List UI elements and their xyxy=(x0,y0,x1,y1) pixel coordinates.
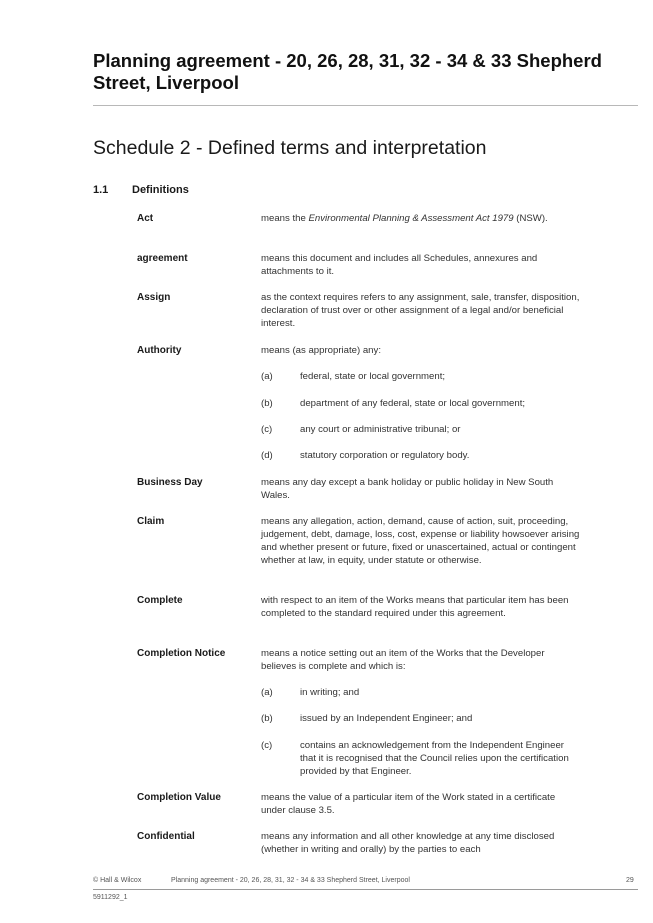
list-label: (a) xyxy=(261,687,273,698)
list-item: federal, state or local government; xyxy=(300,371,446,382)
document-number: 5911292_1 xyxy=(93,894,128,901)
definition-term-authority: Authority xyxy=(137,345,182,356)
document-title: Planning agreement - 20, 26, 28, 31, 32 - 34 & 33 Shepherd Street, Liverpool xyxy=(93,50,602,93)
definition-meaning-act xyxy=(261,212,581,225)
definition-term-act: Act xyxy=(137,213,154,224)
meaning-suffix: (NSW). xyxy=(513,213,548,224)
definition-meaning-claim: means any allegation, action, demand, cause of action, suit, proceeding, judgement, debt, damage, loss, cost, expense or liability howsoever arising and whether present or future, fixed or unascertained, actual or contingent whether at law, in equity, under statute or otherwise. xyxy=(261,516,580,566)
definition-term-assign: Assign xyxy=(137,292,171,303)
list-item: any court or administrative tribunal; or xyxy=(300,424,461,435)
definition-meaning-completion-value: means the value of a particular item of the Work stated in a certificate under clause 3.5. xyxy=(261,792,556,816)
footer-divider xyxy=(93,889,638,890)
list-item: in writing; and xyxy=(300,687,360,698)
definition-term-confidential: Confidential xyxy=(137,831,195,842)
footer-document-title: Planning agreement - 20, 26, 28, 31, 32 - 34 & 33 Shepherd Street, Liverpool xyxy=(171,877,410,884)
definition-term-completion-notice: Completion Notice xyxy=(137,648,226,659)
definition-meaning-assign: as the context requires refers to any assignment, sale, transfer, disposition, declaration of trust over or other assignment of a legal and/or beneficial interest. xyxy=(261,292,580,329)
list-label: (d) xyxy=(261,450,273,461)
list-item: issued by an Independent Engineer; and xyxy=(300,713,473,724)
list-label: (c) xyxy=(261,424,273,435)
footer-firm: © Hall & Wilcox xyxy=(93,877,142,884)
definition-meaning-authority: means (as appropriate) any: xyxy=(261,345,381,356)
header-divider xyxy=(93,105,638,106)
definition-meaning-completion-notice: means a notice setting out an item of the Works that the Developer believes is complete and which is: xyxy=(261,648,545,672)
meaning-prefix: means the xyxy=(261,213,309,224)
schedule-heading: Schedule 2 - Defined terms and interpretation xyxy=(93,137,487,159)
clause-number: 1.1 xyxy=(93,184,109,196)
act-title: Environmental Planning & Assessment Act 1979 xyxy=(308,213,514,224)
definition-meaning-business-day: means any day except a bank holiday or public holiday in New South Wales. xyxy=(261,477,554,501)
page-number: 29 xyxy=(626,877,634,884)
list-item: contains an acknowledgement from the Independent Engineer that it is recognised that the Council relies upon the certification provided by that Engineer. xyxy=(300,740,569,777)
definition-meaning-confidential: means any information and all other knowledge at any time disclosed (whether in writing and orally) by the parties to each xyxy=(261,831,555,855)
definition-term-business-day: Business Day xyxy=(137,477,203,488)
definition-term-completion-value: Completion Value xyxy=(137,792,221,803)
list-item: department of any federal, state or local government; xyxy=(300,398,526,409)
definition-term-agreement: agreement xyxy=(137,253,188,264)
list-label: (a) xyxy=(261,371,273,382)
list-label: (c) xyxy=(261,740,273,751)
list-item: statutory corporation or regulatory body. xyxy=(300,450,470,461)
list-label: (b) xyxy=(261,398,273,409)
definition-meaning-agreement: means this document and includes all Schedules, annexures and attachments to it. xyxy=(261,253,538,277)
definition-meaning-complete: with respect to an item of the Works means that particular item has been completed to the standard required under this agreement. xyxy=(261,595,569,619)
clause-title: Definitions xyxy=(132,184,189,196)
definition-term-complete: Complete xyxy=(137,595,183,606)
definition-term-claim: Claim xyxy=(137,516,165,527)
list-label: (b) xyxy=(261,713,273,724)
